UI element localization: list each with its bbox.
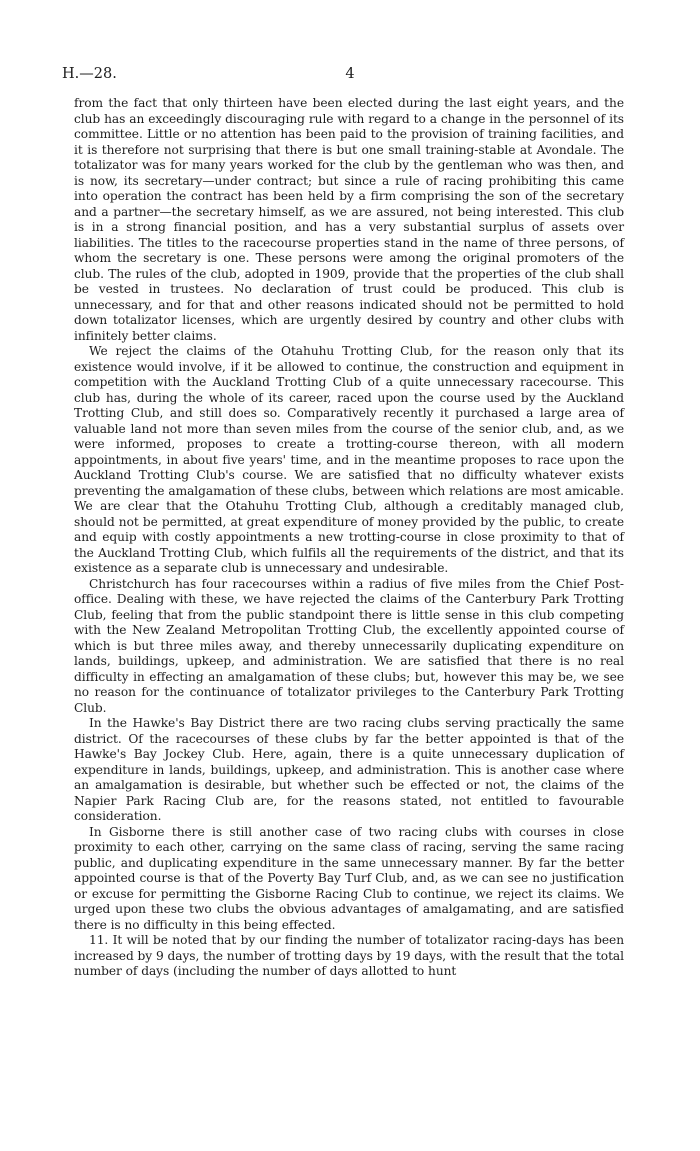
document-body xyxy=(74,96,624,980)
document-reference: H.—28. xyxy=(62,66,117,82)
paragraph-gisborne: In Gisborne there is still another case of two racing clubs with courses in close proximity to each other, carrying on the same class of racing, serving the same racing public, and duplicating expenditure in the same unnecessary manner. By far the better appointed course is that of the Poverty Bay Turf Club, and, as we can see no justification or excuse for permitting the Gisborne Racing Club to continue, we reject its claims. We urged upon these two clubs the obvious advantages of amalgamating, and are satisfied there is no difficulty in this being effected. xyxy=(74,824,624,932)
paragraph-hawkes-bay: In the Hawke's Bay District there are two racing clubs serving practically the same district. Of the racecourses of these clubs by far the better appointed is that of the Hawke's Bay Jockey Club. Here, again, there is a quite unnecessary duplication of expenditure in lands, buildings, upkeep, and administration. This is another case where an amalgamation is desirable, but whether such be effected or not, the claims of the Napier Park Racing Club are, for the reasons stated, not entitled to favourable consideration. xyxy=(74,716,624,823)
paragraph-christchurch: Christchurch has four racecourses within a radius of five miles from the Chief Post-office. Dealing with these, we have rejected the claims of the Canterbury Park Trotting Club, feeling that from the public standpoint there is little sense in this club competing with the New Zealand Metropolitan Trotting Club, the excellently appointed course of which is but three miles away, and thereby unnecessarily duplicating expenditure on lands, buildings, upkeep, and administration. We are satisfied that there is no real difficulty in effecting an amalgamation of these clubs; but, however this may be, we see no reason for the continuance of totalizator privileges to the Canterbury Park Trotting Club. xyxy=(74,576,624,715)
paragraph-otahuhu: We reject the claims of the Otahuhu Trotting Club, for the reason only that its existence would involve, if it be allowed to continue, the construction and equipment in competition with the Auckland Trotting Club of a quite unnecessary racecourse. This club has, during the whole of its career, raced upon the course used by the Auckland Trotting Club, and still does so. Comparatively recently it purchased a large area of valuable land not more than seven miles from the course of the senior club, and, as we were informed, proposes to create a trotting-course thereon, with all modern appointments, in about five years' time, and in the meantime proposes to race upon the Auckland Trotting Club's course. We are satisfied that no difficulty whatever exists preventing the amalgamation of these clubs, between which relations are most amicable. We are clear that the Otahuhu Trotting Club, although a creditably managed club, should not be permitted, at great expenditure of money provided by the public, to create and equip with costly appointments a new trotting-course in close proximity to that of the Auckland Trotting Club, which fulfils all the requirements of the district, and that its existence as a separate club is unnecessary and undesirable. xyxy=(74,344,624,575)
paragraph-continued: from the fact that only thirteen have been elected during the last eight years, and the club has an exceedingly discouraging rule with regard to a change in the personnel of its committee. Little or no attention has been paid to the provision of training facilities, and it is therefore not surprising that there is but one small training-stable at Avondale. The totalizator was for many years worked for the club by the gentleman who was then, and is now, its secretary—under contract; but since a rule of racing prohibiting this came into operation the contract has been held by a firm comprising the son of the secretary and a partner—the secretary himself, as we are assured, not being interested. This club is in a strong financial position, and has a very substantial surplus of assets over liabilities. The titles to the racecourse properties stand in the name of three persons, of whom the secretary is one. These persons were among the original promoters of the club. The rules of the club, adopted in 1909, provide that the properties of the club shall be vested in trustees. No declaration of trust could be produced. This club is unnecessary, and for that and other reasons indicated should not be permitted to hold down totalizator licenses, which are urgently desired by country and other clubs with infinitely better claims. xyxy=(74,96,624,343)
page-header xyxy=(62,66,638,86)
page-number: 4 xyxy=(345,66,355,82)
paragraph-section-11: 11. It will be noted that by our finding the number of totalizator racing-days has been increased by 9 days, the number of trotting days by 19 days, with the result that the total number of days (including the number of days allotted to hunt xyxy=(74,933,624,978)
